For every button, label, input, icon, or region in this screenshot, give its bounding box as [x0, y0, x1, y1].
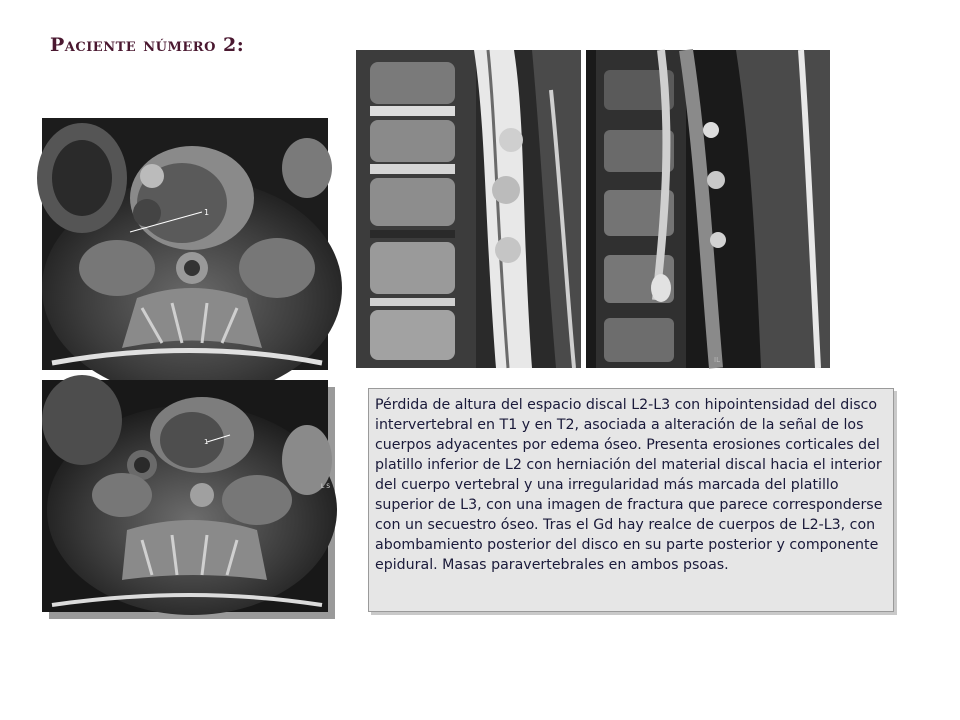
sagittal-mri-graphic [586, 50, 830, 368]
corner-label: IL [714, 356, 720, 364]
sagittal-mri-image-right [586, 50, 830, 368]
orientation-label: L S [321, 483, 331, 490]
description-box [368, 388, 894, 612]
slide-title: Paciente número 2: [50, 34, 245, 56]
axial-mri-image-bottom [42, 380, 331, 612]
measure-marker-label: 1 [204, 208, 210, 217]
axial-mri-image-top [42, 118, 328, 370]
sagittal-mri-graphic [356, 50, 581, 368]
axial-mri-graphic [42, 118, 328, 370]
axial-mri-graphic [42, 380, 331, 612]
measure-marker-label: 1 [204, 438, 209, 446]
description-text: Pérdida de altura del espacio discal L2-L3 con hipointensidad del disco intervertebral en T1 y en T2, asociada a alteración de la señal de los cuerpos adyacentes por edema óseo. Presenta erosiones corticales del platillo inferior de L2 con herniación del material discal hacia el interior del cuerpo vertebral y una irregularidad más marcada del platillo superior de L3, con una imagen de fractura que parece corresponderse con un secuestro óseo. Tras el Gd hay realce de cuerpos de L2-L3, con abombamiento posterior del disco en su parte posterior y componente epidural. Masas paravertebrales en ambos psoas. [375, 397, 883, 573]
sagittal-mri-image-left [356, 50, 581, 368]
